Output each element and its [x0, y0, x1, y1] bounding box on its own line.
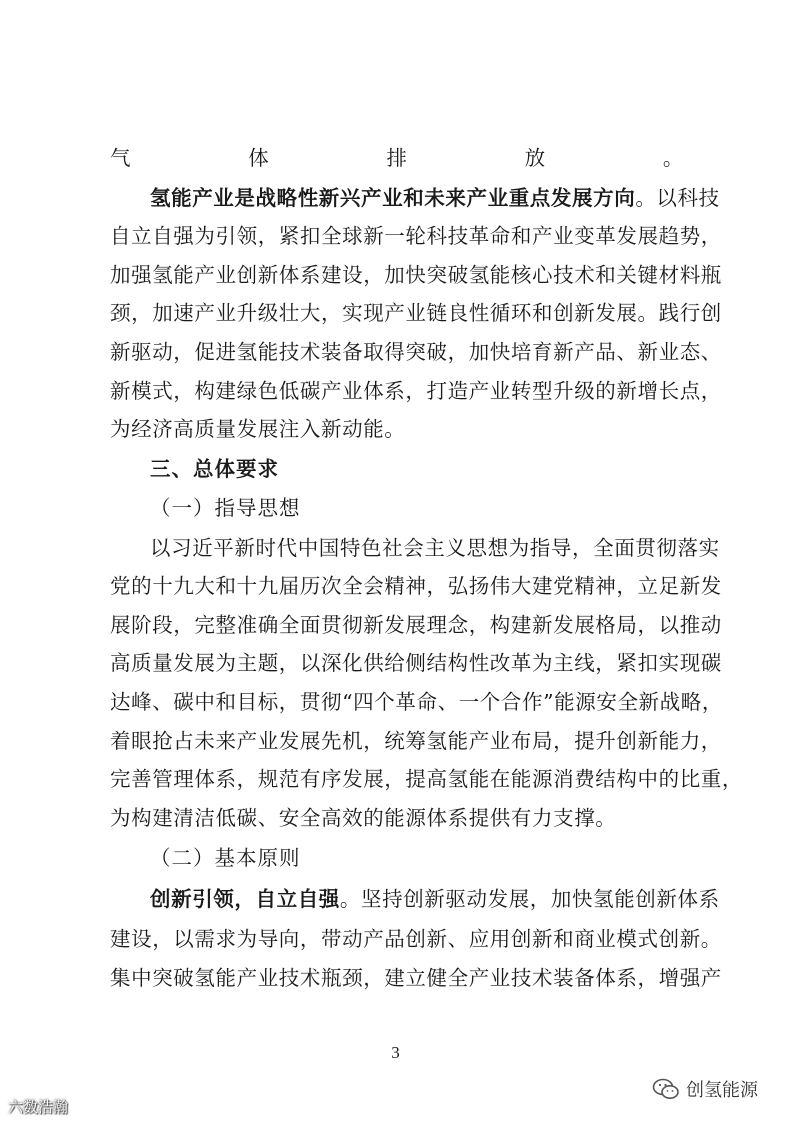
- emphasis-text: 创新引领，自立自强: [150, 887, 340, 911]
- text-line: 颈，加速产业升级壮大，实现产业链良性循环和创新发展。践行创: [110, 301, 722, 325]
- text-line: 建设，以需求为导向，带动产品创新、应用创新和商业模式创新。: [110, 927, 722, 951]
- text-line: 氢能产业是战略性新兴产业和未来产业重点发展方向。以科技: [150, 186, 720, 210]
- text-line: 为经济高质量发展注入新动能。: [110, 417, 406, 441]
- subsection-heading: （二）基本原则: [150, 846, 301, 870]
- text-line: 新驱动，促进氢能技术装备取得突破，加快培育新产品、新业态、: [110, 340, 722, 364]
- text-line: 集中突破氢能产业技术瓶颈，建立健全产业技术装备体系，增强产: [110, 966, 722, 990]
- text-line: 展阶段，完整准确全面贯彻新发展理念，构建新发展格局，以推动: [110, 613, 722, 637]
- subsection-heading: （一）指导思想: [150, 496, 301, 520]
- text-line: 创新引领，自立自强。坚持创新驱动发展，加快氢能创新体系: [150, 887, 720, 911]
- emphasis-text: 氢能产业是战略性新兴产业和未来产业重点发展方向: [150, 186, 636, 210]
- text-line: 着眼抢占未来产业发展先机，统筹氢能产业布局，提升创新能力，: [110, 729, 722, 753]
- watermark-right: [652, 1075, 758, 1103]
- text-line: 自立自强为引领，紧扣全球新一轮科技革命和产业变革发展趋势，: [110, 224, 722, 248]
- text-line: 以习近平新时代中国特色社会主义思想为指导，全面贯彻落实: [150, 536, 720, 560]
- text-line: 新模式，构建绿色低碳产业体系，打造产业转型升级的新增长点，: [110, 379, 722, 403]
- text-line: 气体排放。: [110, 146, 684, 170]
- watermark-right-text: 创氢能源: [686, 1080, 758, 1101]
- text-line: 为构建清洁低碳、安全高效的能源体系提供有力支撑。: [110, 806, 617, 830]
- section-heading: 三、总体要求: [150, 457, 279, 481]
- text-line: 加强氢能产业创新体系建设，加快突破氢能核心技术和关键材料瓶: [110, 263, 722, 287]
- text-line: 达峰、碳中和目标，贯彻“四个革命、一个合作”能源安全新战略，: [110, 690, 723, 714]
- text-line: 高质量发展为主题，以深化供给侧结构性改革为主线，紧扣实现碳: [110, 651, 722, 675]
- text-line: 完善管理体系，规范有序发展，提高氢能在能源消费结构中的比重，: [110, 767, 743, 791]
- page-number: 3: [391, 1043, 400, 1062]
- wechat-icon: [652, 1077, 680, 1101]
- watermark-left: 六数浩瀚: [8, 1098, 69, 1116]
- text-line: 党的十九大和十九届历次全会精神，弘扬伟大建党精神，立足新发: [110, 574, 722, 598]
